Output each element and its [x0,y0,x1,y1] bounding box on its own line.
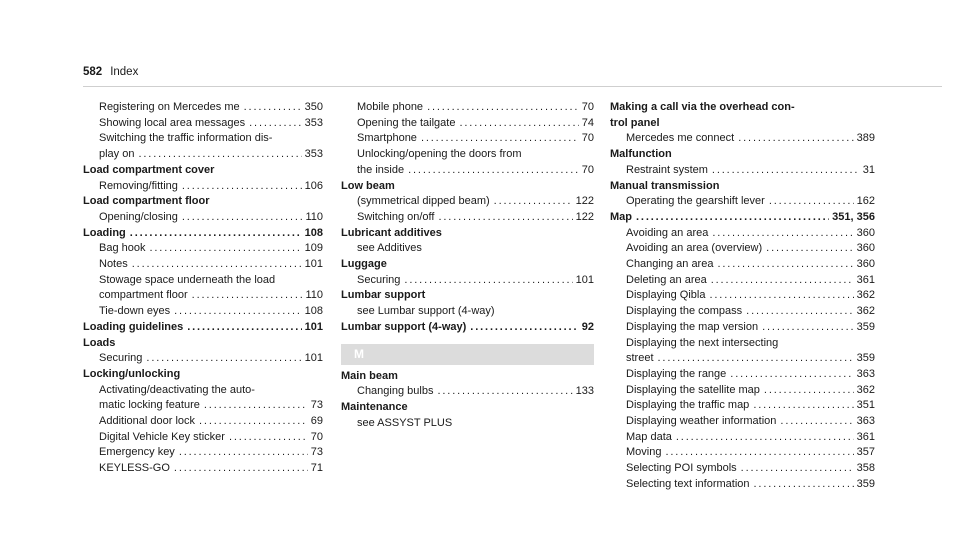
entry-text: compartment floor [99,289,188,302]
entry-text: Displaying the satellite map [626,383,760,396]
entry-text: KEYLESS-GO [99,462,170,475]
index-subentry [610,131,875,147]
index-subentry [610,430,875,446]
index-column-2 [341,100,594,431]
page-header [83,66,138,82]
index-heading [610,147,875,163]
dot-leader [750,477,854,493]
index-subentry [610,241,875,257]
entry-text: Displaying weather information [626,415,777,428]
index-subentry [83,304,323,320]
dot-leader [734,131,853,147]
entry-text: Lumbar support [341,289,426,302]
index-subentry [341,304,594,320]
entry-text: play on [99,148,135,161]
index-subentry [83,414,323,430]
index-subentry [341,147,594,163]
dot-leader [183,320,301,336]
page-reference: 350 [304,101,323,113]
index-subentry [341,116,594,132]
page-reference: 362 [856,289,875,302]
index-subentry [610,367,875,383]
index-heading [83,320,323,336]
index-heading [83,194,323,210]
page-reference: 108 [304,305,323,318]
index-subentry [341,210,594,226]
entry-text: Moving [626,446,662,459]
index-subentry [341,194,594,210]
page-reference: 101 [304,320,323,333]
page-reference: 122 [575,195,594,208]
page-reference: 73 [310,399,323,412]
index-subentry [610,304,875,320]
entry-text: Displaying the range [626,367,727,380]
page-reference: 109 [304,242,323,255]
index-subentry [610,273,875,289]
entry-text: Lubricant additives [341,226,442,239]
index-subentry [83,383,323,399]
entry-text: Activating/deactivating the auto- [99,383,255,396]
index-heading [341,179,594,195]
index-subentry [610,257,875,273]
page-reference: 359 [856,352,875,365]
page-reference: 106 [304,179,323,192]
dot-leader [708,226,853,242]
index-heading [341,226,594,242]
dot-leader [128,257,302,273]
dot-leader [423,100,579,116]
dot-leader [433,384,572,400]
index-heading [83,336,323,352]
dot-leader [758,320,854,336]
dot-leader [417,131,579,147]
entry-text: Emergency key [99,446,175,459]
entry-text: Mercedes me connect [626,132,735,145]
dot-leader [178,210,303,226]
entry-text: Removing/fitting [99,179,178,192]
page-reference: 360 [856,258,875,271]
entry-text: Displaying the map version [626,320,759,333]
page-reference: 362 [856,383,875,396]
index-subentry [83,179,323,195]
index-heading [610,210,875,226]
index-subentry [83,445,323,461]
index-subentry [83,461,323,477]
entry-text: Malfunction [610,148,672,161]
index-subentry [610,461,875,477]
entry-text: Stowage space underneath the load [99,273,276,286]
dot-leader [188,288,303,304]
entry-text: Avoiding an area [626,226,709,239]
index-subentry [610,383,875,399]
dot-leader [661,445,853,461]
index-subentry [83,398,323,414]
entry-text: Securing [99,352,143,365]
entry-text: Making a call via the overhead con- [610,101,795,113]
dot-leader [434,210,572,226]
index-heading [341,257,594,273]
entry-text: Selecting text information [626,477,750,490]
index-subentry [341,100,594,116]
page-reference: 351, 356 [832,210,875,223]
page-reference: 110 [305,210,323,223]
dot-leader [195,414,308,430]
dot-leader [145,241,301,257]
index-subentry [610,477,875,493]
entry-text: see Lumbar support (4-way) [357,305,495,318]
page-reference: 101 [304,258,323,271]
dot-leader [632,210,829,226]
entry-text: Switching the traffic information dis- [99,132,273,145]
page-reference: 353 [304,116,323,129]
index-subentry [610,226,875,242]
index-subentry [610,320,875,336]
page-reference: 362 [856,305,875,318]
entry-text: Displaying the next intersecting [626,336,779,349]
entry-text: Displaying the traffic map [626,399,750,412]
page-reference: 360 [856,242,875,255]
entry-text: Smartphone [357,132,417,145]
dot-leader [672,430,854,446]
page-reference: 359 [856,477,875,490]
entry-text: Selecting POI symbols [626,462,737,475]
page-reference: 108 [304,226,323,239]
index-subentry [83,430,323,446]
page-reference: 69 [310,415,323,428]
page-reference: 363 [856,367,875,380]
index-subentry [610,351,875,367]
entry-text: Load compartment cover [83,163,215,176]
page-reference: 353 [304,148,323,161]
dot-leader [742,304,853,320]
dot-leader [654,351,854,367]
page-reference: 70 [581,163,594,176]
entry-text: Changing bulbs [357,385,434,398]
page-reference: 74 [581,116,594,129]
index-subentry [83,288,323,304]
dot-leader [707,273,854,289]
dot-leader [404,163,579,179]
page-reference: 92 [581,320,594,333]
index-heading [83,226,323,242]
entry-text: (symmetrical dipped beam) [357,195,490,208]
index-subentry [610,288,875,304]
page-reference: 70 [310,430,323,443]
page-reference: 363 [856,415,875,428]
entry-text: Securing [357,273,401,286]
page-reference: 110 [305,289,323,302]
entry-text: Additional door lock [99,415,196,428]
dot-leader [200,398,308,414]
index-subentry [83,100,323,116]
page-reference: 361 [856,273,875,286]
entry-text: trol panel [610,116,660,129]
index-subentry [83,257,323,273]
dot-leader [142,351,301,367]
dot-leader [705,288,853,304]
header-divider [83,86,942,87]
page-reference: 101 [304,352,323,365]
index-subentry [341,273,594,289]
entry-text: Locking/unlocking [83,367,181,380]
entry-text: Unlocking/opening the doors from [357,148,522,161]
entry-text: Operating the gearshift lever [626,195,765,208]
dot-leader [170,461,308,477]
entry-text: see Additives [357,242,422,255]
dot-leader [762,241,853,257]
page-reference: 351 [856,399,875,412]
dot-leader [225,430,308,446]
dot-leader [466,320,578,336]
entry-text: Showing local area messages [99,116,246,129]
entry-text: Switching on/off [357,210,435,223]
entry-text: Registering on Mercedes me [99,101,240,113]
index-heading [83,163,323,179]
index-subentry [341,163,594,179]
page-reference: 101 [575,273,594,286]
index-subentry [610,414,875,430]
index-heading [341,400,594,416]
entry-text: Restraint system [626,163,708,176]
page-reference: 73 [310,446,323,459]
page-reference: 360 [856,226,875,239]
index-subentry [610,398,875,414]
entry-text: Bag hook [99,242,146,255]
page-reference: 70 [581,132,594,145]
entry-text: see ASSYST PLUS [357,416,453,429]
dot-leader [178,179,302,195]
index-subentry [83,210,323,226]
page-number: 582 [83,66,103,78]
entry-text: the inside [357,163,405,176]
entry-text: Lumbar support (4-way) [341,320,467,333]
entry-text: Main beam [341,369,398,382]
page-reference: 31 [862,163,875,176]
dot-leader [245,116,302,132]
index-column-1 [83,100,323,477]
entry-text: Changing an area [626,258,714,271]
entry-text: Mobile phone [357,101,424,113]
entry-text: Opening/closing [99,210,178,223]
entry-text: Loading [83,226,126,239]
entry-text: Map data [626,430,672,443]
index-subentry [83,241,323,257]
entry-text: Displaying Qibla [626,289,706,302]
page-reference: 358 [856,462,875,475]
index-subentry [83,147,323,163]
index-subentry [341,241,594,257]
dot-leader [708,163,860,179]
entry-text: street [626,352,654,365]
entry-text: Map [610,210,632,223]
dot-leader [765,194,854,210]
entry-text: Tie-down eyes [99,305,171,318]
index-subentry [610,163,875,179]
entry-text: Luggage [341,258,387,271]
index-heading [610,179,875,195]
entry-text: Opening the tailgate [357,116,456,129]
page-reference: 71 [310,462,323,475]
index-heading [341,369,594,385]
index-subentry [83,351,323,367]
dot-leader [490,194,573,210]
entry-text: Avoiding an area (overview) [626,242,763,255]
index-subentry [341,131,594,147]
page-reference: 361 [856,430,875,443]
index-subentry [341,416,594,432]
index-column-3 [610,100,875,493]
dot-leader [400,273,572,289]
page-reference: 133 [575,385,594,398]
dot-leader [737,461,854,477]
index-subentry [83,273,323,289]
entry-text: Notes [99,258,128,271]
entry-text: Digital Vehicle Key sticker [99,430,225,443]
dot-leader [240,100,302,116]
index-heading [610,100,875,116]
index-subentry [83,131,323,147]
entry-text: Load compartment floor [83,195,210,208]
dot-leader [175,445,308,461]
entry-text: Maintenance [341,400,408,413]
page-title: Index [110,66,139,78]
dot-leader [713,257,853,273]
entry-text: Deleting an area [626,273,707,286]
index-heading [83,367,323,383]
entry-text: Displaying the compass [626,305,743,318]
page-reference: 162 [856,195,875,208]
dot-leader [170,304,302,320]
dot-leader [126,226,302,242]
dot-leader [760,383,854,399]
dot-leader [134,147,301,163]
entry-text: Loading guidelines [83,320,184,333]
section-letter-bar: M [341,344,594,365]
entry-text: Loads [83,336,116,349]
index-subentry [610,336,875,352]
page-reference: 389 [856,132,875,145]
entry-text: Manual transmission [610,179,720,192]
entry-text: Low beam [341,179,395,192]
page-reference: 122 [575,210,594,223]
index-heading [610,116,875,132]
dot-leader [455,116,578,132]
page-reference: 70 [581,101,594,113]
entry-text: matic locking feature [99,399,200,412]
index-subentry [341,384,594,400]
index-subentry [83,116,323,132]
dot-leader [776,414,853,430]
index-subentry [610,445,875,461]
index-heading [341,320,594,336]
page-reference: 359 [856,320,875,333]
index-subentry [610,194,875,210]
page-reference: 357 [856,446,875,459]
index-heading [341,288,594,304]
dot-leader [726,367,853,383]
dot-leader [749,398,853,414]
